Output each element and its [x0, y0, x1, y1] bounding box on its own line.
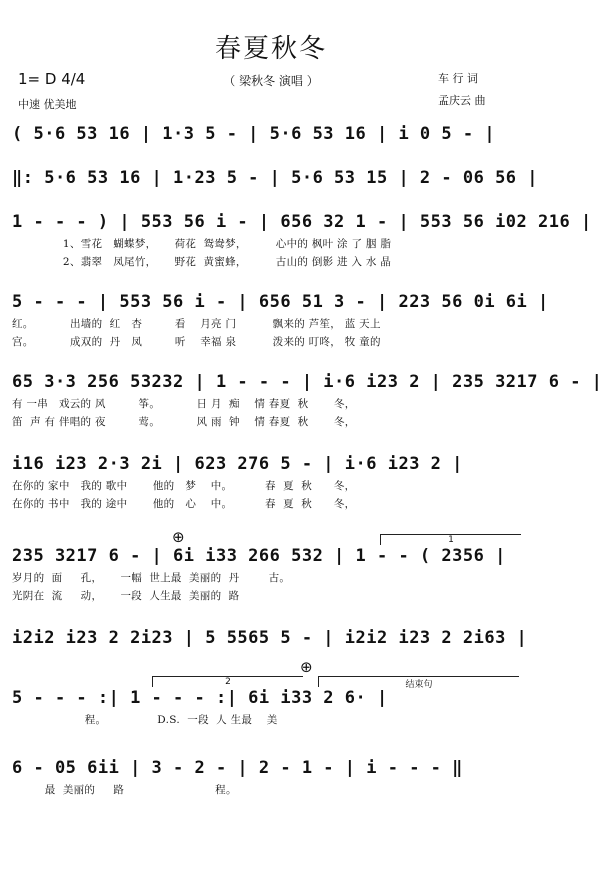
lyrics-verse-2: 在你的 书中 我的 途中 他的 心 中。 春 夏 秋 冬，: [12, 498, 356, 510]
notes-line: 5 - - - :| 1 - - - :| 6i i33 2 6· |: [12, 688, 388, 708]
notes-line: ‖: 5·6 53 16 | 1·23 5 - | 5·6 53 15 | 2 - 06 56 |: [12, 168, 539, 188]
coda-sign: ⊕: [172, 528, 185, 546]
song-title: 春夏秋冬: [214, 34, 327, 64]
score-system-3: [12, 212, 592, 276]
score-system-5: [12, 372, 602, 436]
lyrics-line: 最 美丽的 路 程。: [12, 784, 237, 796]
lyricist-credit: 车 行 词: [438, 72, 478, 85]
notes-line: i2i2 i23 2 2i23 | 5 5565 5 - | i2i2 i23 2 2i63 |: [12, 628, 528, 648]
notes-line: 1 - - - ) | 553 56 i - | 656 32 1 - | 553 56 i02 216 |: [12, 212, 592, 232]
notes-line: 5 - - - | 553 56 i - | 656 51 3 - | 223 56 0i 6i |: [12, 292, 549, 312]
score-system-1: [12, 124, 528, 154]
notes-line: ( 5·6 53 16 | 1·3 5 - | 5·6 53 16 | i 0 5 - |: [12, 124, 496, 144]
notes-line: 65 3·3 256 53232 | 1 - - - | i·6 i23 2 | 235 3217 6 - |: [12, 372, 602, 392]
lyrics-verse-2: 笛 声 有 伴唱的 夜 莺。 风 雨 钟 情 春夏 秋 冬，: [12, 416, 356, 428]
lyrics-verse-2: 光阴在 流 动， 一段 人生最 美丽的 路: [12, 590, 240, 602]
lyrics-verse-2: 宫。 成双的 丹 凤 听 幸福 泉 泼来的 叮咚， 牧 童的: [12, 336, 381, 348]
lyrics-verse-1: 1、雪花 蝴蝶梦， 荷花 鸳鸯梦， 心中的 枫叶 涂 了 胭 脂: [12, 238, 392, 250]
volta-number: 1: [448, 535, 454, 545]
lyrics-line: 程。 D.S. 一段 人 生最 美: [12, 714, 278, 726]
key-signature: 1= D 4/4: [18, 70, 86, 88]
tempo-marking: 中速 优美地: [18, 98, 77, 111]
lyrics-verse-1: 有 一串 戏云的 风 筝。 日 月 痴 情 春夏 秋 冬，: [12, 398, 356, 410]
score-system-9: [12, 658, 528, 738]
volta-bracket-1: [380, 534, 521, 545]
volta-number: 2: [225, 677, 231, 687]
ending-bracket: [318, 676, 519, 690]
notes-line: 6 - 05 6ii | 3 - 2 - | 2 - 1 - | i - - - ‖: [12, 758, 463, 778]
ending-label: 结束句: [405, 680, 433, 690]
credits: [438, 68, 486, 112]
notes-line: i16 i23 2·3 2i | 623 276 5 - | i·6 i23 2 |: [12, 454, 463, 474]
singer-credit: （ 梁秋冬 演唱 ）: [223, 74, 319, 88]
lyrics-verse-1: 红。 出墙的 红 杏 看 月亮 门 飘来的 芦笙， 蓝 天上: [12, 318, 381, 330]
lyrics-verse-2: 2、翡翠 凤尾竹， 野花 黄蜜蜂， 古山的 倒影 进 入 水 晶: [12, 256, 392, 268]
score-system-2: [12, 168, 539, 198]
score-system-10: [12, 758, 528, 808]
lyrics-verse-1: 岁月的 面 孔， 一幅 世上最 美丽的 丹 古。: [12, 572, 291, 584]
score-system-7: [12, 528, 528, 610]
notes-line: 235 3217 6 - | 6i i33 266 532 | 1 - - ( 2356 |: [12, 546, 506, 566]
score-system-8: [12, 628, 528, 658]
score-system-6: [12, 454, 528, 518]
volta-bracket-2: [152, 676, 303, 687]
composer-credit: 孟庆云 曲: [438, 94, 486, 107]
lyrics-verse-1: 在你的 家中 我的 歌中 他的 梦 中。 春 夏 秋 冬，: [12, 480, 356, 492]
coda-sign: ⊕: [300, 658, 313, 676]
score-system-4: [12, 292, 549, 356]
